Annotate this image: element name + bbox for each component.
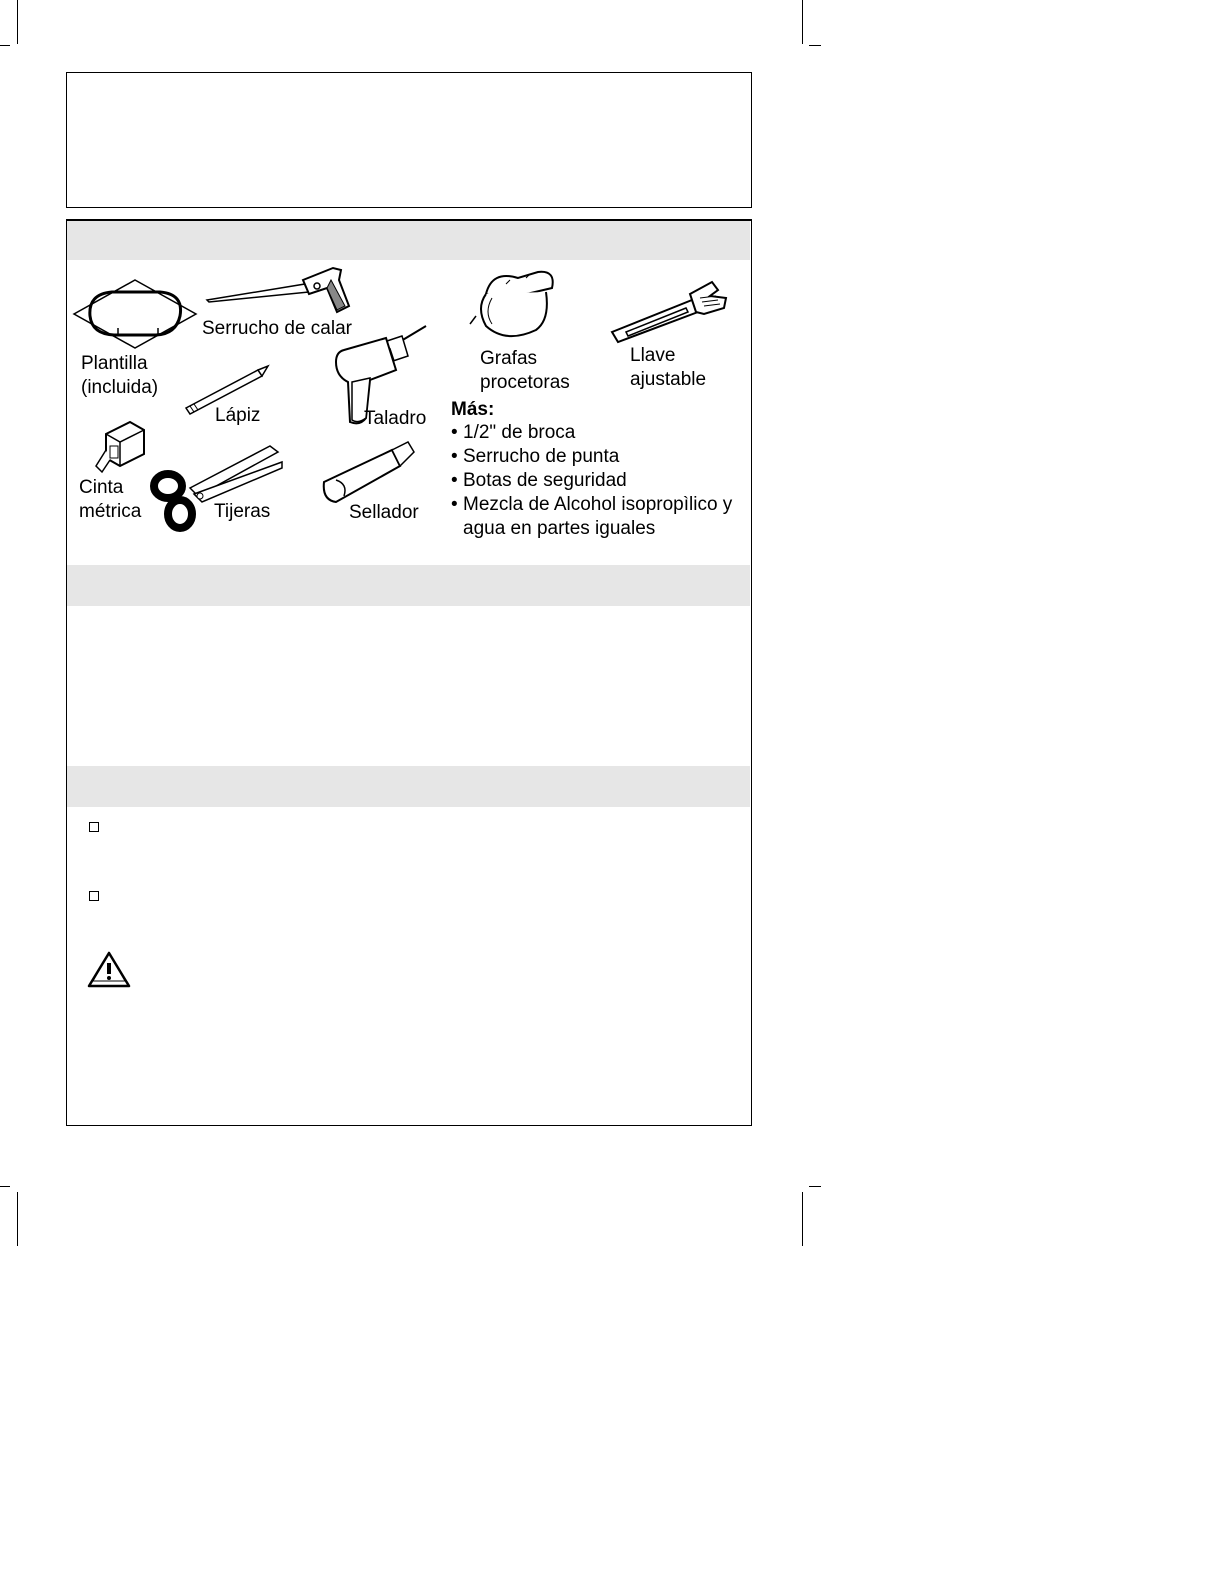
safety-glasses-icon [466,264,558,346]
crop-mark [802,0,803,44]
crop-mark [802,1192,803,1246]
list-item: • 1/2" de broca [451,421,751,445]
template-icon [72,278,198,350]
section-band-tools [67,221,750,260]
tool-label-tape-measure: Cinta métrica [79,477,142,522]
extras-title: Más: [451,399,495,420]
list-item: • Serrucho de punta [451,445,751,469]
warning-icon [87,951,131,989]
tape-measure-icon [92,420,152,476]
tool-label-pencil: Lápiz [215,405,261,426]
tool-label-sealant: Sellador [349,502,419,523]
crop-mark [0,1186,10,1187]
wrench-icon [606,276,730,346]
checkbox-icon[interactable] [89,891,99,901]
section-band-3 [67,766,750,807]
tool-label-template: Plantilla (incluida) [81,353,159,398]
crop-mark [17,0,18,44]
crop-mark [809,1186,821,1187]
tool-label-jigsaw: Serrucho de calar [202,318,352,339]
crop-mark [0,45,10,46]
header-box [66,72,752,208]
list-item: • Botas de seguridad [451,469,751,493]
tool-label-scissors: Tijeras [214,501,271,522]
checkbox-icon[interactable] [89,822,99,832]
tool-label-drill: Taladro [364,408,427,429]
crop-mark [17,1192,18,1246]
tool-label-wrench: Llave ajustable [630,345,707,390]
list-item: • Mezcla de Alcohol isopropìlico y agua en partes iguales [451,493,751,541]
sealant-tube-icon [316,436,420,506]
section-band-2 [67,565,750,606]
extras-list [451,421,751,541]
crop-mark [809,45,821,46]
tool-label-safety-glasses: Grafas procetoras [480,348,570,393]
jigsaw-icon [205,266,355,316]
